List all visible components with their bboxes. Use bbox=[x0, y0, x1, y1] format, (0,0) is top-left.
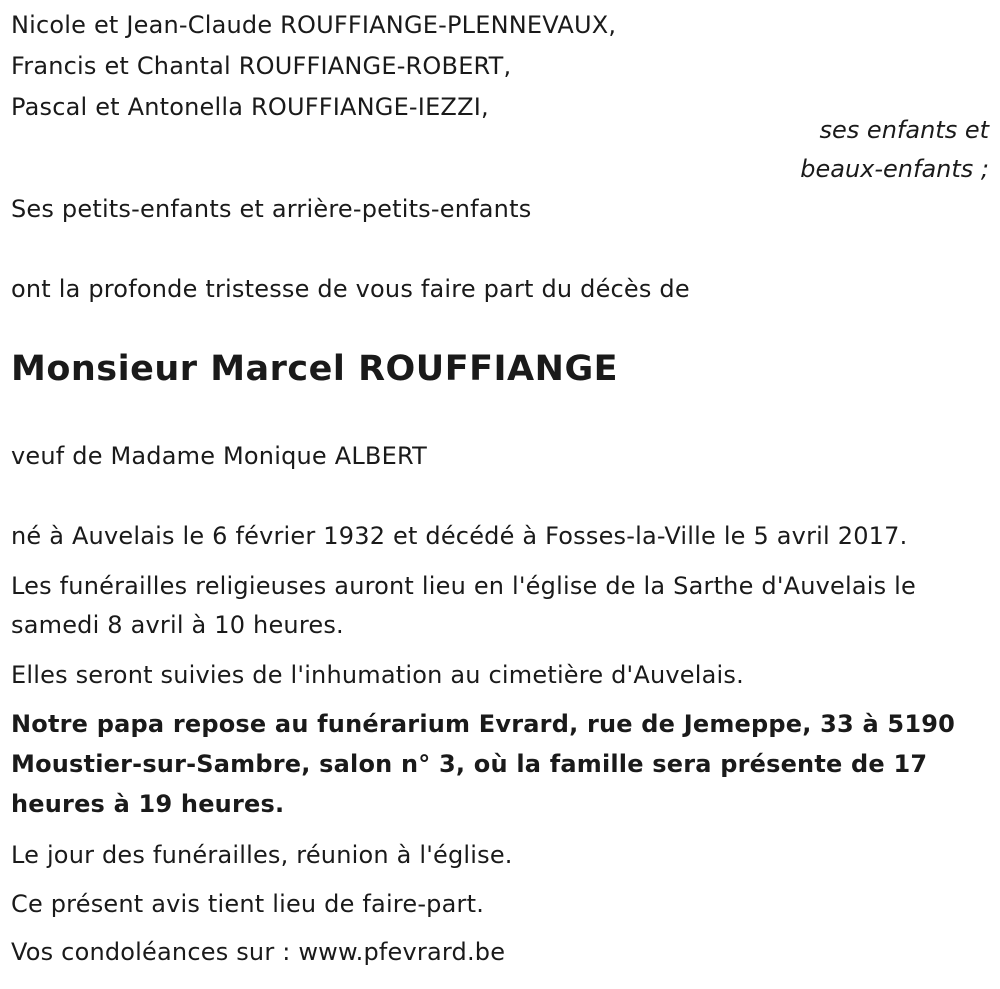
relation-line-1: ses enfants et bbox=[819, 116, 989, 144]
burial-line: Elles seront suivies de l'inhumation au cimetière d'Auvelais. bbox=[11, 661, 744, 689]
relation-line-2: beaux-enfants ; bbox=[800, 155, 989, 183]
meeting-line: Le jour des funérailles, réunion à l'église. bbox=[11, 841, 513, 869]
visitation-line-3: heures à 19 heures. bbox=[11, 790, 285, 818]
birth-death-line: né à Auvelais le 6 février 1932 et décédé à Fosses-la-Ville le 5 avril 2017. bbox=[11, 522, 908, 550]
family-line-3: Pascal et Antonella ROUFFIANGE-IEZZI, bbox=[11, 93, 489, 121]
visitation-line-1: Notre papa repose au funérarium Evrard, rue de Jemeppe, 33 à 5190 bbox=[11, 710, 956, 738]
condolences-line: Vos condoléances sur : www.pfevrard.be bbox=[11, 938, 506, 966]
deceased-name: Monsieur Marcel ROUFFIANGE bbox=[11, 349, 619, 389]
funeral-line-2: samedi 8 avril à 10 heures. bbox=[11, 611, 344, 639]
visitation-line-2: Moustier-sur-Sambre, salon n° 3, où la famille sera présente de 17 bbox=[11, 750, 928, 778]
family-line-1: Nicole et Jean-Claude ROUFFIANGE-PLENNEVAUX, bbox=[11, 11, 617, 39]
funeral-line-1: Les funérailles religieuses auront lieu en l'église de la Sarthe d'Auvelais le bbox=[11, 572, 917, 600]
grandchildren-line: Ses petits-enfants et arrière-petits-enfants bbox=[11, 195, 532, 223]
family-line-2: Francis et Chantal ROUFFIANGE-ROBERT, bbox=[11, 52, 512, 80]
announcement-line: ont la profonde tristesse de vous faire part du décès de bbox=[11, 275, 690, 303]
widower-line: veuf de Madame Monique ALBERT bbox=[11, 442, 427, 470]
notice-line: Ce présent avis tient lieu de faire-part. bbox=[11, 890, 485, 918]
